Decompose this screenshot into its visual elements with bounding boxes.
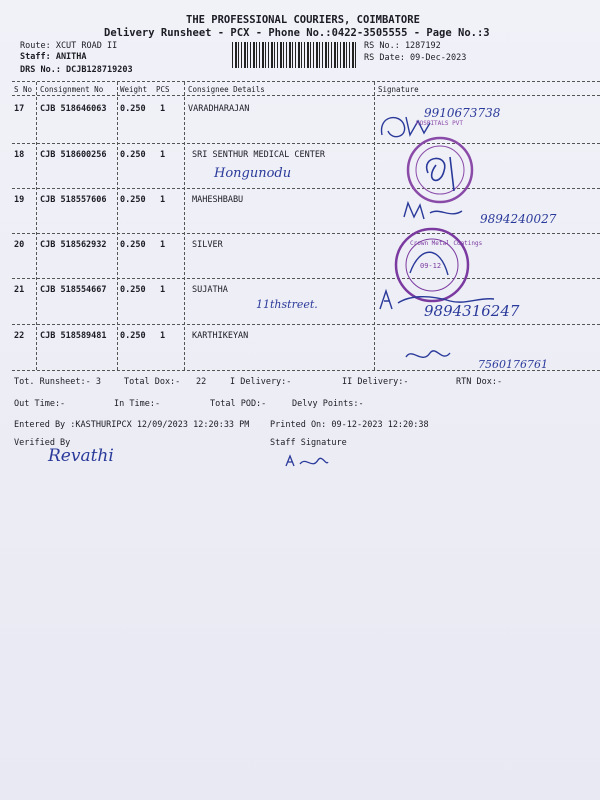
i-delivery: I Delivery:- bbox=[230, 377, 292, 387]
row-sno: 21 bbox=[14, 285, 25, 295]
rs-date: RS Date: 09-Dec-2023 bbox=[364, 53, 467, 63]
signature-phone: 9894240027 bbox=[480, 212, 557, 226]
signature-area bbox=[370, 95, 600, 385]
staff-signature-label: Staff Signature bbox=[270, 438, 347, 448]
row-weight: 0.250 bbox=[120, 104, 146, 114]
company-title: THE PROFESSIONAL COURIERS, COIMBATORE bbox=[186, 14, 420, 26]
ii-delivery: II Delivery:- bbox=[342, 377, 409, 387]
drs-label: DRS No.: DCJB128719203 bbox=[20, 65, 133, 75]
col-pcs: PCS bbox=[156, 85, 170, 94]
row-pcs: 1 bbox=[160, 150, 166, 160]
column-divider bbox=[184, 82, 185, 370]
rs-number: RS No.: 1287192 bbox=[364, 41, 441, 51]
barcode-image bbox=[232, 42, 356, 68]
signature-scribble bbox=[406, 351, 450, 357]
row-weight: 0.250 bbox=[120, 195, 146, 205]
handwritten-note: Hongunodu bbox=[214, 166, 292, 181]
row-pcs: 1 bbox=[160, 104, 166, 114]
col-consignee: Consignee Details bbox=[188, 85, 265, 94]
row-sno: 20 bbox=[14, 240, 25, 250]
row-consignment: CJB 518600256 bbox=[40, 150, 107, 160]
row-pcs: 1 bbox=[160, 240, 166, 250]
row-consignment: CJB 518554667 bbox=[40, 285, 107, 295]
printed-on: Printed On: 09-12-2023 12:20:38 bbox=[270, 420, 429, 430]
row-weight: 0.250 bbox=[120, 240, 146, 250]
column-divider bbox=[36, 82, 37, 370]
row-pcs: 1 bbox=[160, 285, 166, 295]
hospital-stamp-text: HOSPITALS PVT bbox=[416, 120, 463, 127]
row-sno: 19 bbox=[14, 195, 25, 205]
signature-phone: 7560176761 bbox=[478, 358, 548, 371]
total-dox-value: 22 bbox=[196, 377, 207, 387]
rtn-dox: RTN Dox:- bbox=[456, 377, 503, 387]
row-weight: 0.250 bbox=[120, 150, 146, 160]
row-weight: 0.250 bbox=[120, 285, 146, 295]
row-consignment: CJB 518562932 bbox=[40, 240, 107, 250]
verified-signature: Revathi bbox=[48, 446, 114, 466]
runsheet-subtitle: Delivery Runsheet - PCX - Phone No.:0422-3505555 - Page No.:3 bbox=[104, 27, 490, 39]
row-pcs: 1 bbox=[160, 195, 166, 205]
out-time: Out Time:- bbox=[14, 399, 66, 409]
column-divider bbox=[117, 82, 118, 370]
row-consignee: SRI SENTHUR MEDICAL CENTER bbox=[192, 150, 326, 160]
divider bbox=[12, 81, 600, 82]
row-weight: 0.250 bbox=[120, 331, 146, 341]
verified-by-label: Verified By bbox=[14, 438, 71, 448]
staff-label: Staff: ANITHA bbox=[20, 52, 87, 62]
total-dox-label: Total Dox:- bbox=[124, 377, 181, 387]
row-pcs: 1 bbox=[160, 331, 166, 341]
handwritten-note: 11thstreet. bbox=[256, 298, 318, 311]
row-sno: 18 bbox=[14, 150, 25, 160]
in-time: In Time:- bbox=[114, 399, 161, 409]
signature-phone: 9894316247 bbox=[424, 302, 520, 320]
crown-stamp-date: 09-12 bbox=[420, 262, 442, 270]
hospital-stamp bbox=[408, 138, 472, 202]
staff-signature bbox=[282, 452, 332, 472]
row-consignment: CJB 518557606 bbox=[40, 195, 107, 205]
row-consignee: MAHESHBABU bbox=[192, 195, 244, 205]
row-consignment: CJB 518589481 bbox=[40, 331, 107, 341]
tot-runsheet: Tot. Runsheet:- 3 bbox=[14, 377, 101, 387]
row-consignee: VARADHARAJAN bbox=[188, 104, 250, 114]
row-consignee: SILVER bbox=[192, 240, 223, 250]
hospital-stamp-inner bbox=[416, 146, 464, 194]
row-sno: 17 bbox=[14, 104, 25, 114]
total-pod: Total POD:- bbox=[210, 399, 267, 409]
delvy-points: Delvy Points:- bbox=[292, 399, 364, 409]
signature-phone: 9910673738 bbox=[424, 106, 501, 120]
signature-scribble bbox=[427, 157, 454, 191]
col-signature: Signature bbox=[378, 85, 419, 94]
col-consignment: Consignment No bbox=[40, 85, 104, 94]
entered-by: Entered By :KASTHURIPCX 12/09/2023 12:20:33 PM bbox=[14, 420, 250, 430]
route-label: Route: XCUT ROAD II bbox=[20, 41, 118, 51]
row-consignee: KARTHIKEYAN bbox=[192, 331, 249, 341]
col-sno: S No bbox=[14, 85, 33, 94]
row-sno: 22 bbox=[14, 331, 25, 341]
row-consignee: SUJATHA bbox=[192, 285, 228, 295]
col-weight: Weight bbox=[120, 85, 148, 94]
signature-scribble bbox=[404, 203, 462, 219]
crown-stamp-text: Crown Metal Coatings bbox=[410, 240, 483, 247]
row-consignment: CJB 518646063 bbox=[40, 104, 107, 114]
